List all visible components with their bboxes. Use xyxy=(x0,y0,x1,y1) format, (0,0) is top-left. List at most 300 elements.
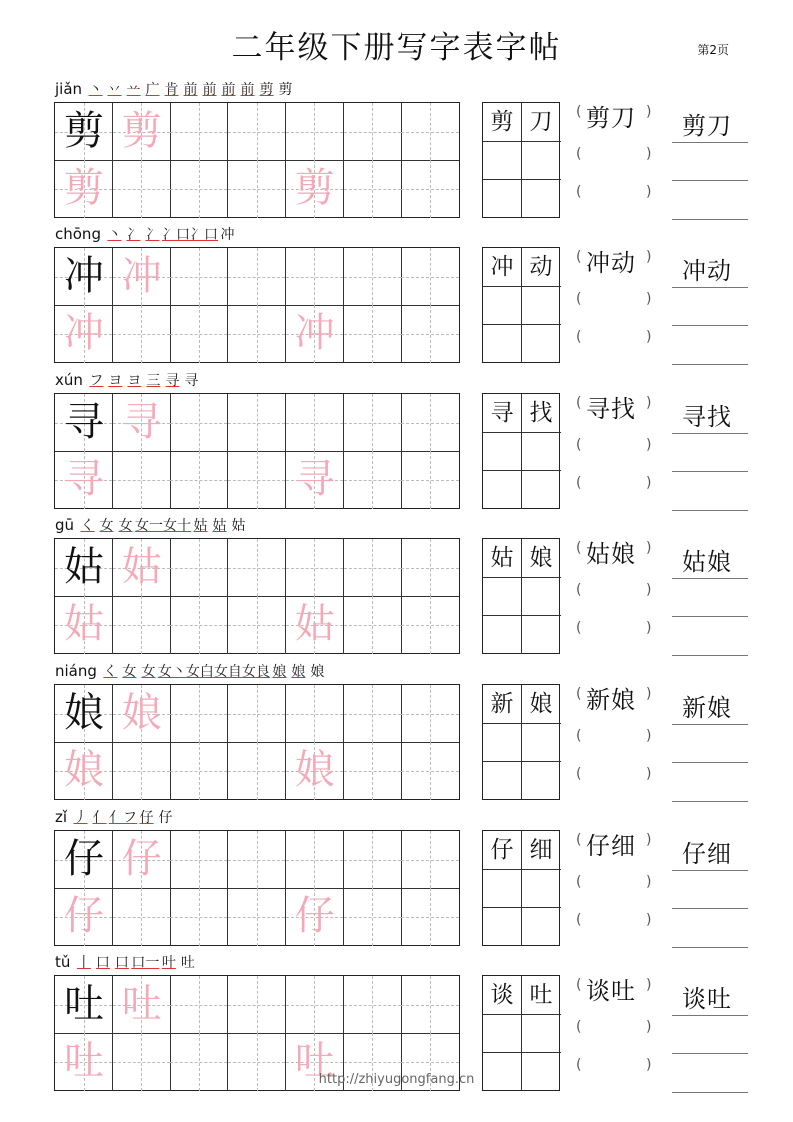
trace-character: 寻 xyxy=(64,456,104,503)
tian-cell[interactable] xyxy=(344,596,402,654)
word-cell[interactable]: 吐 xyxy=(522,976,561,1015)
tian-cell[interactable] xyxy=(344,539,402,597)
write-line[interactable] xyxy=(672,471,748,472)
tian-cell[interactable] xyxy=(344,742,402,800)
write-line[interactable] xyxy=(672,762,748,763)
word-cell[interactable] xyxy=(483,141,522,180)
stroke-step: 口 xyxy=(95,954,110,971)
writing-grid xyxy=(54,538,460,654)
word-text: 姑娘 xyxy=(682,548,732,576)
word-cell[interactable] xyxy=(522,286,561,325)
word-cell[interactable] xyxy=(522,470,561,509)
tian-cell[interactable] xyxy=(228,831,286,889)
word-cell[interactable] xyxy=(483,615,522,654)
word-cell[interactable] xyxy=(522,723,561,762)
tian-cell[interactable] xyxy=(344,831,402,889)
stroke-step: ヨ xyxy=(127,372,142,389)
left-paren: ( xyxy=(576,540,582,556)
tian-cell[interactable] xyxy=(228,451,286,509)
word-cell[interactable] xyxy=(522,179,561,218)
left-paren: ( xyxy=(576,832,582,848)
stroke-step: 丶 xyxy=(107,226,122,243)
stroke-order-line xyxy=(55,514,248,534)
word-cell[interactable] xyxy=(483,723,522,762)
model-character: 娘 xyxy=(64,690,104,736)
stroke-step: 寻 xyxy=(165,372,180,389)
left-paren: ( xyxy=(576,728,582,744)
practice-block xyxy=(0,225,793,371)
word-cell[interactable] xyxy=(522,577,561,616)
trace-character: 仔 xyxy=(64,893,104,940)
stroke-step: 吐 xyxy=(180,954,195,971)
tian-cell[interactable] xyxy=(286,888,344,946)
word-cell[interactable] xyxy=(483,869,522,908)
write-line[interactable] xyxy=(672,180,748,181)
stroke-step: 剪 xyxy=(278,81,293,98)
word-cell[interactable]: 细 xyxy=(522,831,561,870)
tian-cell[interactable] xyxy=(401,103,459,161)
word-cell[interactable]: 寻 xyxy=(483,394,522,433)
left-paren: ( xyxy=(576,1019,582,1035)
tian-cell[interactable] xyxy=(401,305,459,363)
trace-character: 寻 xyxy=(121,399,162,445)
trace-character: 剪 xyxy=(294,165,335,212)
stroke-step: 口 xyxy=(114,954,129,971)
stroke-order-line xyxy=(55,223,237,243)
tian-cell[interactable] xyxy=(55,539,113,597)
word-cell[interactable]: 剪 xyxy=(483,103,522,142)
tian-cell[interactable] xyxy=(286,305,344,363)
stroke-step: 前 xyxy=(221,81,236,98)
left-paren: ( xyxy=(576,249,582,265)
word-text: 新娘 xyxy=(682,694,732,722)
word-cell[interactable] xyxy=(483,179,522,218)
tian-cell[interactable] xyxy=(170,742,228,800)
word-text: 寻找 xyxy=(682,403,732,431)
word-text: 新娘 xyxy=(586,686,636,714)
writing-grid xyxy=(54,684,460,800)
tian-cell[interactable] xyxy=(228,394,286,452)
tian-cell[interactable] xyxy=(55,248,113,306)
write-line[interactable] xyxy=(672,433,748,434)
left-paren: ( xyxy=(576,395,582,411)
write-line[interactable] xyxy=(672,616,748,617)
left-paren: ( xyxy=(576,104,582,120)
tian-cell[interactable] xyxy=(401,451,459,509)
write-line[interactable] xyxy=(672,908,748,909)
tian-cell[interactable] xyxy=(344,103,402,161)
tian-cell[interactable] xyxy=(55,742,113,800)
tian-cell[interactable] xyxy=(113,394,171,452)
tian-cell[interactable] xyxy=(286,103,344,161)
right-paren: ) xyxy=(646,832,652,848)
stroke-step: 前 xyxy=(202,81,217,98)
right-paren: ) xyxy=(646,291,652,307)
right-paren: ) xyxy=(646,475,652,491)
stroke-order-line xyxy=(55,369,201,389)
model-character: 吐 xyxy=(64,981,104,1027)
trace-character: 吐 xyxy=(64,1038,104,1085)
word-text: 冲动 xyxy=(682,257,732,285)
tian-cell[interactable] xyxy=(113,888,171,946)
stroke-step: 肯 xyxy=(164,81,179,98)
pinyin-label: gū xyxy=(55,515,75,534)
practice-block xyxy=(0,516,793,662)
word-cell[interactable]: 动 xyxy=(522,248,561,287)
word-cell[interactable] xyxy=(522,141,561,180)
tian-cell[interactable] xyxy=(286,685,344,743)
left-paren: ( xyxy=(576,437,582,453)
left-paren: ( xyxy=(576,329,582,345)
stroke-order-line xyxy=(55,806,175,826)
stroke-step: 女 xyxy=(118,517,133,534)
stroke-step: フ xyxy=(89,372,104,389)
trace-character: 吐 xyxy=(121,981,162,1027)
right-paren: ) xyxy=(646,728,652,744)
tian-cell[interactable] xyxy=(55,831,113,889)
stroke-step: 娘 xyxy=(291,663,306,680)
word-cell[interactable] xyxy=(522,761,561,800)
stroke-step: 女 xyxy=(99,517,114,534)
write-line[interactable] xyxy=(672,1092,748,1093)
model-character: 姑 xyxy=(64,544,104,590)
stroke-step: 姑 xyxy=(231,517,246,534)
word-cell[interactable] xyxy=(483,907,522,946)
write-line[interactable] xyxy=(672,1053,748,1054)
right-paren: ) xyxy=(646,874,652,890)
word-cell[interactable] xyxy=(483,761,522,800)
trace-character: 剪 xyxy=(121,108,162,154)
stroke-sequence xyxy=(87,370,201,390)
tian-cell[interactable] xyxy=(286,451,344,509)
tian-cell[interactable] xyxy=(170,305,228,363)
tian-cell[interactable] xyxy=(401,742,459,800)
stroke-step: 女自 xyxy=(213,663,242,680)
tian-cell[interactable] xyxy=(401,888,459,946)
tian-cell[interactable] xyxy=(401,596,459,654)
left-paren: ( xyxy=(576,146,582,162)
tian-cell[interactable] xyxy=(55,976,113,1034)
stroke-order-line xyxy=(55,78,295,98)
model-character: 剪 xyxy=(64,108,104,154)
word-cell[interactable]: 新 xyxy=(483,685,522,724)
practice-block xyxy=(0,808,793,954)
word-cell[interactable]: 谈 xyxy=(483,976,522,1015)
trace-character: 姑 xyxy=(294,601,335,648)
tian-cell[interactable] xyxy=(286,976,344,1034)
tian-cell[interactable] xyxy=(228,976,286,1034)
write-line[interactable] xyxy=(672,578,748,579)
tian-cell[interactable] xyxy=(170,888,228,946)
stroke-step: 女 xyxy=(141,663,156,680)
write-line[interactable] xyxy=(672,510,748,511)
writing-grid xyxy=(54,830,460,946)
word-cell[interactable]: 刀 xyxy=(522,103,561,142)
tian-cell[interactable] xyxy=(113,596,171,654)
tian-cell[interactable] xyxy=(344,160,402,218)
stroke-step: 冫口 xyxy=(189,226,218,243)
stroke-step: 仔 xyxy=(139,809,154,826)
tian-cell[interactable] xyxy=(228,160,286,218)
left-paren: ( xyxy=(576,686,582,702)
word-cell[interactable]: 娘 xyxy=(522,539,561,578)
tian-cell[interactable] xyxy=(228,103,286,161)
write-line[interactable] xyxy=(672,287,748,288)
tian-cell[interactable] xyxy=(113,539,171,597)
practice-block xyxy=(0,371,793,517)
tian-cell[interactable] xyxy=(170,976,228,1034)
tian-cell[interactable] xyxy=(228,742,286,800)
word-text: 谈吐 xyxy=(682,985,732,1013)
word-cell[interactable] xyxy=(483,324,522,363)
tian-cell[interactable] xyxy=(113,305,171,363)
tian-cell[interactable] xyxy=(228,685,286,743)
word-text: 寻找 xyxy=(586,395,636,423)
right-paren: ) xyxy=(646,540,652,556)
stroke-step: 女丶 xyxy=(157,663,186,680)
pinyin-label: niáng xyxy=(55,661,97,680)
word-cell[interactable] xyxy=(483,286,522,325)
stroke-step: 女白 xyxy=(185,663,214,680)
stroke-step: 丶 xyxy=(88,81,103,98)
tian-cell[interactable] xyxy=(286,596,344,654)
writing-grid xyxy=(54,247,460,363)
stroke-sequence xyxy=(78,515,248,535)
trace-character: 姑 xyxy=(121,544,162,590)
word-cell[interactable]: 仔 xyxy=(483,831,522,870)
right-paren: ) xyxy=(646,686,652,702)
tian-cell[interactable] xyxy=(170,539,228,597)
word-cell[interactable] xyxy=(522,869,561,908)
tian-cell[interactable] xyxy=(401,160,459,218)
word-grid xyxy=(482,393,560,509)
stroke-step: 寻 xyxy=(184,372,199,389)
stroke-order-line xyxy=(55,951,197,971)
right-paren: ) xyxy=(646,249,652,265)
stroke-step: 姑 xyxy=(193,517,208,534)
right-paren: ) xyxy=(646,1019,652,1035)
word-cell[interactable] xyxy=(522,432,561,471)
write-line[interactable] xyxy=(672,947,748,948)
tian-cell[interactable] xyxy=(344,451,402,509)
stroke-step: 叶 xyxy=(161,954,176,971)
write-line[interactable] xyxy=(672,870,748,871)
tian-cell[interactable] xyxy=(113,976,171,1034)
left-paren: ( xyxy=(576,475,582,491)
write-line[interactable] xyxy=(672,655,748,656)
tian-cell[interactable] xyxy=(55,394,113,452)
pinyin-label: xún xyxy=(55,370,83,389)
write-line[interactable] xyxy=(672,1015,748,1016)
right-paren: ) xyxy=(646,395,652,411)
word-text: 谈吐 xyxy=(586,977,636,1005)
practice-block xyxy=(0,662,793,808)
tian-cell[interactable] xyxy=(170,596,228,654)
stroke-step: 娘 xyxy=(272,663,287,680)
tian-cell[interactable] xyxy=(113,160,171,218)
tian-cell[interactable] xyxy=(170,831,228,889)
tian-cell[interactable] xyxy=(113,685,171,743)
trace-character: 冲 xyxy=(121,253,162,299)
tian-cell[interactable] xyxy=(344,248,402,306)
stroke-step: 女一 xyxy=(135,517,164,534)
trace-character: 娘 xyxy=(121,690,162,736)
tian-cell[interactable] xyxy=(401,539,459,597)
word-grid xyxy=(482,538,560,654)
tian-cell[interactable] xyxy=(55,685,113,743)
trace-character: 剪 xyxy=(64,165,104,212)
stroke-step: 剪 xyxy=(259,81,274,98)
tian-cell[interactable] xyxy=(170,160,228,218)
stroke-step: 丷 xyxy=(107,81,122,98)
writing-grid xyxy=(54,393,460,509)
word-grid xyxy=(482,247,560,363)
stroke-step: 口一 xyxy=(131,954,160,971)
tian-cell[interactable] xyxy=(344,888,402,946)
stroke-step: く xyxy=(103,663,118,680)
stroke-step: 前 xyxy=(183,81,198,98)
tian-cell[interactable] xyxy=(286,539,344,597)
write-line[interactable] xyxy=(672,724,748,725)
tian-cell[interactable] xyxy=(55,451,113,509)
tian-cell[interactable] xyxy=(170,685,228,743)
stroke-step: 女良 xyxy=(241,663,270,680)
stroke-step: 冫口 xyxy=(161,226,190,243)
tian-cell[interactable] xyxy=(344,305,402,363)
pinyin-label: chōng xyxy=(55,224,101,243)
left-paren: ( xyxy=(576,291,582,307)
word-cell[interactable] xyxy=(522,324,561,363)
trace-character: 娘 xyxy=(294,747,335,794)
stroke-step: 丿 xyxy=(73,809,88,826)
stroke-step: 冫 xyxy=(145,226,160,243)
tian-cell[interactable] xyxy=(228,596,286,654)
model-character: 冲 xyxy=(64,253,104,299)
tian-cell[interactable] xyxy=(401,831,459,889)
trace-character: 冲 xyxy=(64,310,104,357)
word-cell[interactable]: 姑 xyxy=(483,539,522,578)
tian-cell[interactable] xyxy=(170,451,228,509)
tian-cell[interactable] xyxy=(344,394,402,452)
tian-cell[interactable] xyxy=(55,305,113,363)
left-paren: ( xyxy=(576,912,582,928)
stroke-step: 冫 xyxy=(126,226,141,243)
write-line[interactable] xyxy=(672,142,748,143)
stroke-sequence xyxy=(105,224,237,244)
word-cell[interactable] xyxy=(483,432,522,471)
page-number: 第2页 xyxy=(697,43,729,57)
tian-cell[interactable] xyxy=(401,248,459,306)
word-text: 仔细 xyxy=(682,840,732,868)
right-paren: ) xyxy=(646,146,652,162)
tian-cell[interactable] xyxy=(344,976,402,1034)
word-cell[interactable] xyxy=(483,470,522,509)
tian-cell[interactable] xyxy=(286,742,344,800)
page-title: 二年级下册写字表字帖 xyxy=(231,30,562,66)
write-line[interactable] xyxy=(672,364,748,365)
tian-cell[interactable] xyxy=(228,888,286,946)
write-line[interactable] xyxy=(672,219,748,220)
stroke-step: 冲 xyxy=(220,226,235,243)
left-paren: ( xyxy=(576,620,582,636)
trace-character: 仔 xyxy=(294,893,335,940)
word-text: 姑娘 xyxy=(586,540,636,568)
stroke-step: 三 xyxy=(146,372,161,389)
word-cell[interactable]: 冲 xyxy=(483,248,522,287)
word-cell[interactable] xyxy=(522,1014,561,1053)
right-paren: ) xyxy=(646,184,652,200)
word-text: 仔细 xyxy=(586,832,636,860)
right-paren: ) xyxy=(646,329,652,345)
stroke-sequence xyxy=(74,952,197,972)
tian-cell[interactable] xyxy=(286,160,344,218)
word-cell[interactable] xyxy=(483,577,522,616)
right-paren: ) xyxy=(646,437,652,453)
tian-cell[interactable] xyxy=(55,160,113,218)
pinyin-label: jiǎn xyxy=(55,79,83,98)
trace-character: 冲 xyxy=(294,310,335,357)
word-cell[interactable]: 娘 xyxy=(522,685,561,724)
practice-block xyxy=(0,80,793,226)
write-line[interactable] xyxy=(672,325,748,326)
tian-cell[interactable] xyxy=(401,685,459,743)
tian-cell[interactable] xyxy=(286,831,344,889)
tian-cell[interactable] xyxy=(113,451,171,509)
stroke-sequence xyxy=(71,807,175,827)
left-paren: ( xyxy=(576,1057,582,1073)
tian-cell[interactable] xyxy=(55,888,113,946)
tian-cell[interactable] xyxy=(286,394,344,452)
pinyin-label: zǐ xyxy=(55,807,68,826)
tian-cell[interactable] xyxy=(344,685,402,743)
word-grid xyxy=(482,830,560,946)
model-character: 仔 xyxy=(64,836,104,882)
tian-cell[interactable] xyxy=(113,103,171,161)
right-paren: ) xyxy=(646,582,652,598)
tian-cell[interactable] xyxy=(113,831,171,889)
tian-cell[interactable] xyxy=(228,248,286,306)
stroke-step: 前 xyxy=(240,81,255,98)
stroke-step: 广 xyxy=(145,81,160,98)
tian-cell[interactable] xyxy=(228,305,286,363)
tian-cell[interactable] xyxy=(170,394,228,452)
trace-character: 姑 xyxy=(64,601,104,648)
tian-cell[interactable] xyxy=(113,248,171,306)
tian-cell[interactable] xyxy=(228,539,286,597)
word-cell[interactable]: 找 xyxy=(522,394,561,433)
tian-cell[interactable] xyxy=(170,248,228,306)
word-cell[interactable] xyxy=(522,615,561,654)
word-cell[interactable] xyxy=(522,907,561,946)
write-line[interactable] xyxy=(672,801,748,802)
tian-cell[interactable] xyxy=(55,103,113,161)
word-text: 剪刀 xyxy=(586,104,636,132)
tian-cell[interactable] xyxy=(401,394,459,452)
tian-cell[interactable] xyxy=(286,248,344,306)
word-text: 剪刀 xyxy=(682,112,732,140)
word-cell[interactable] xyxy=(483,1014,522,1053)
stroke-step: 女十 xyxy=(163,517,192,534)
tian-cell[interactable] xyxy=(401,976,459,1034)
tian-cell[interactable] xyxy=(170,103,228,161)
right-paren: ) xyxy=(646,977,652,993)
tian-cell[interactable] xyxy=(55,596,113,654)
stroke-sequence xyxy=(86,79,295,99)
stroke-order-line xyxy=(55,660,327,680)
right-paren: ) xyxy=(646,1057,652,1073)
right-paren: ) xyxy=(646,912,652,928)
tian-cell[interactable] xyxy=(113,742,171,800)
